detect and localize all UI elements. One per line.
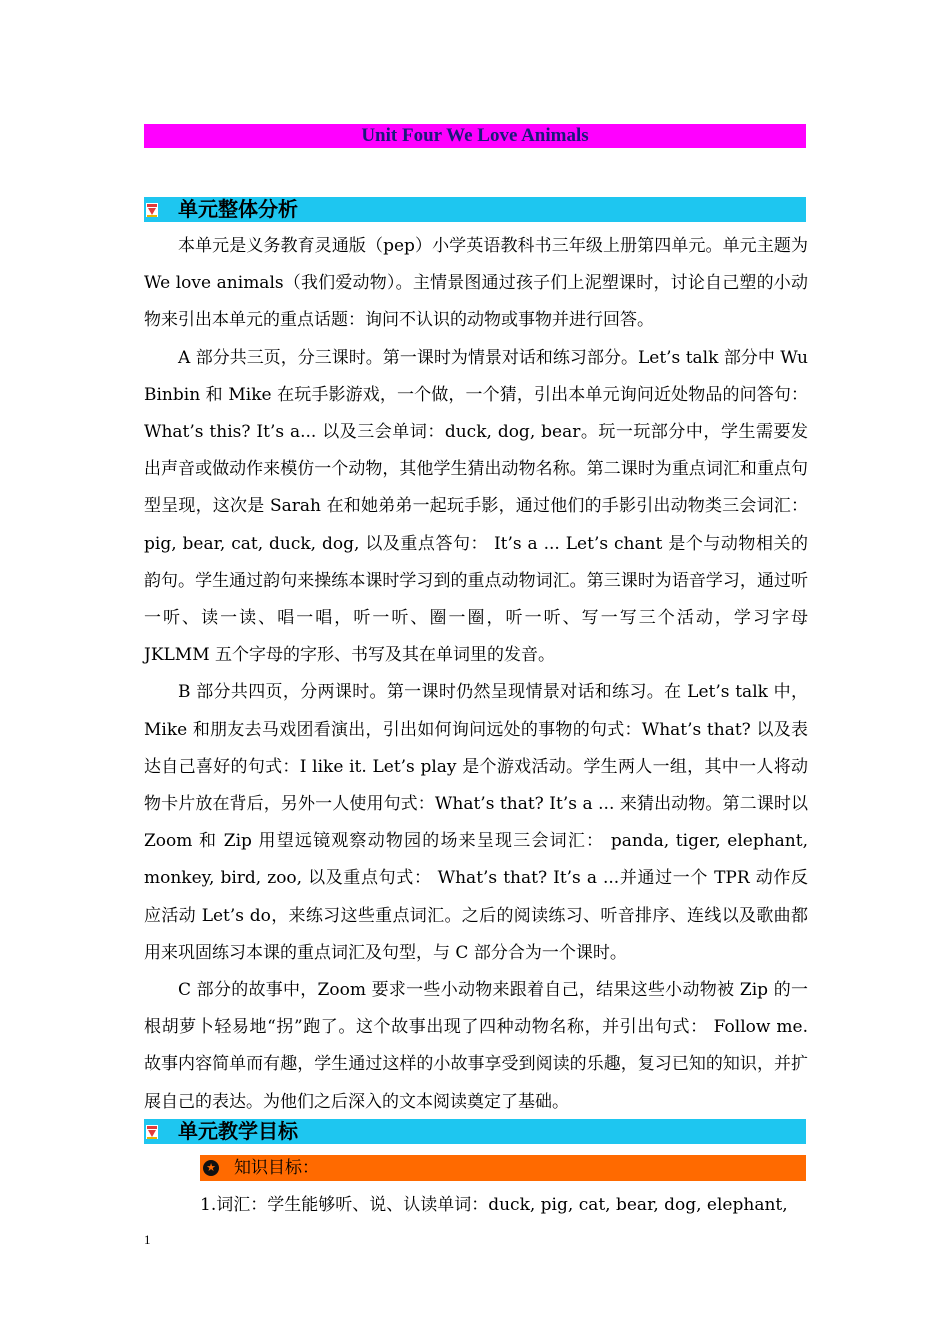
paragraph: A 部分共三页，分三课时。第一课时为情景对话和练习部分。Let’s talk 部分中 Wu Binbin 和 Mike 在玩手影游戏，一个做，一个猜，引出本单元询问近处物品的问答句：What’s this? It’s a... 以及三会单词：duck, dog, bear。玩一玩部分中，学生需要发出声音或做动作来模仿一个动物，其他学生猜出动物名称。第二课时为重点词汇和重点句型呈现，这次是 Sarah 在和她弟弟一起玩手影，通过他们的手影引出动物类三会词汇： pig, bear, cat, duck, dog, 以及重点答句： It’s a ... Let’s chant 是个与动物相关的韵句。学生通过韵句来操练本课时学习到的重点动物词汇。第三课时为语音学习，通过听一听、读一读、唱一唱，听一听、圈一圈，听一听、写一写三个活动，学习字母 JKLMM 五个字母的字形、书写及其在单词里的发音。 [144, 347, 808, 666]
subheading-knowledge-goals [200, 1155, 806, 1181]
paragraph: B 部分共四页，分两课时。第一课时仍然呈现情景对话和练习。在 Let’s talk 中，Mike 和朋友去马戏团看演出，引出如何询问远处的事物的句式：What’s that? 以及表达自己喜好的句式：I like it. Let’s play 是个游戏活动。学生两人一组，其中一人将动物卡片放在背后，另外一人使用句式：What’s that? It’s a ... 来猜出动物。第二课时以 Zoom 和 Zip 用望远镜观察动物园的场来呈现三会词汇： panda, tiger, elephant, monkey, bird, zoo, 以及重点句式： What’s that? It’s a ...并通过一个 TPR 动作反应活动 Let’s do，来练习这些重点词汇。之后的阅读练习、听音排序、连线以及歌曲都用来巩固练习本课的重点词汇及句型，与 C 部分合为一个课时。 [144, 682, 808, 963]
section-heading-unit-analysis [144, 197, 806, 222]
analysis-body [144, 228, 808, 1121]
bullet-arrow-icon [146, 1125, 158, 1139]
paragraph: 本单元是义务教育灵通版（pep）小学英语教科书三年级上册第四单元。单元主题为We love animals（我们爱动物）。主情景图通过孩子们上泥塑课时，讨论自己塑的小动物来引出本单元的重点话题：询问不认识的动物或事物并进行回答。 [144, 236, 808, 331]
section-heading-label: 单元整体分析 [178, 197, 298, 221]
unit-title: Unit Four We Love Animals [144, 124, 806, 148]
vocabulary-goal: 1.词汇：学生能够听、说、认读单词：duck, pig, cat, bear, dog, elephant, [200, 1195, 788, 1215]
page-number: 1 [144, 1232, 151, 1247]
section-heading-teaching-goals [144, 1119, 806, 1144]
section-heading-label: 单元教学目标 [178, 1119, 298, 1143]
subheading-label: 知识目标： [234, 1158, 319, 1178]
star-icon: ★ [203, 1160, 219, 1176]
bullet-arrow-icon [146, 203, 158, 217]
paragraph: C 部分的故事中，Zoom 要求一些小动物来跟着自己，结果这些小动物被 Zip 的一根胡萝卜轻易地“拐”跑了。这个故事出现了四种动物名称，并引出句式： Follow me. 故事内容简单而有趣，学生通过这样的小故事享受到阅读的乐趣，复习已知的知识，并扩展自己的表达。为他们之后深入的文本阅读奠定了基础。 [144, 980, 808, 1112]
